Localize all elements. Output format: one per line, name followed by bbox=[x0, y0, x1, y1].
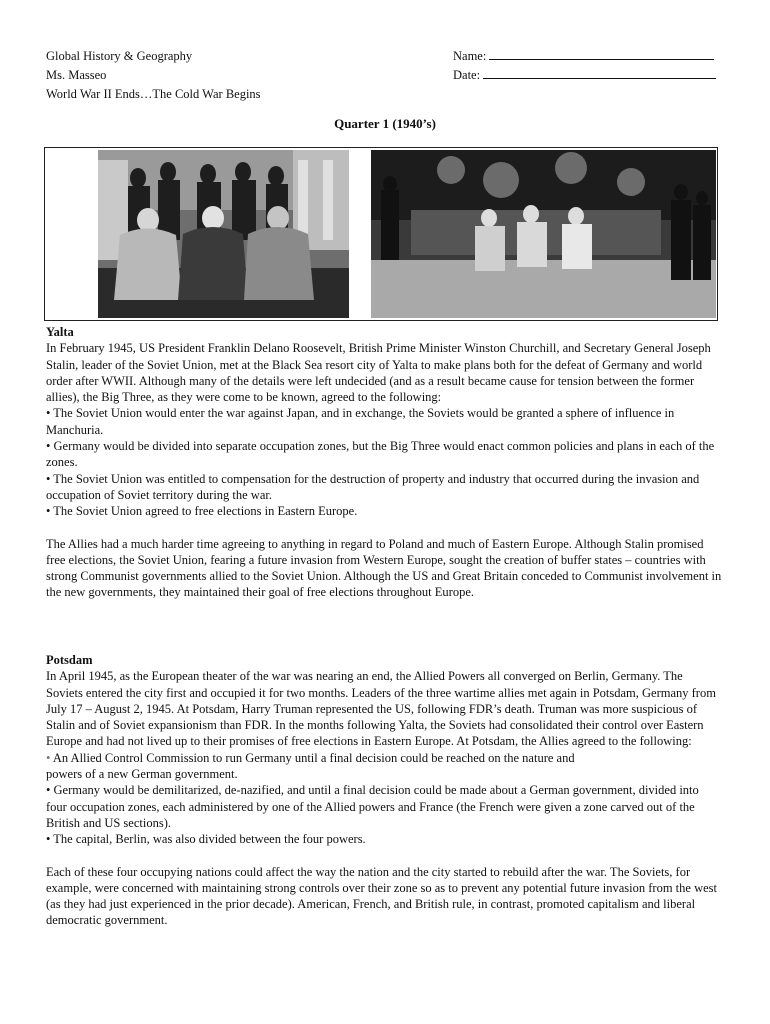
photo-frame bbox=[44, 147, 718, 321]
name-row bbox=[453, 47, 716, 66]
potsdam-bullet-2: • Germany would be demilitarized, de-nazified, and until a final decision could be made about a German government, divided into four occupation zones, each administered by one of the Allied powers and France (the French were given a zone carved out of the British and US sections). bbox=[46, 783, 699, 830]
potsdam-bullet-3: • The capital, Berlin, was also divided between the four powers. bbox=[46, 832, 366, 847]
date-row bbox=[453, 66, 716, 85]
name-blank[interactable] bbox=[489, 48, 714, 60]
yalta-section bbox=[46, 324, 722, 601]
potsdam-bullet-1-line1: An Allied Control Commission to run Germany until a final decision could be reached on the nature and bbox=[50, 750, 575, 765]
potsdam-bullet-1-mark: • bbox=[46, 750, 51, 765]
potsdam-heading: Potsdam bbox=[46, 653, 93, 667]
teacher-name: Ms. Masseo bbox=[46, 68, 107, 82]
header-left bbox=[46, 47, 261, 104]
yalta-closing: The Allies had a much harder time agreeing to anything in regard to Poland and much of Eastern Europe. Although Stalin promised free elections, the Soviet Union, fearing a future invasion from Western Europe, sought the creation of buffer states – countries with strong Communist governments allied to the Soviet Union. Although the US and Great Britain conceded to Communist involvement in the new governments, they maintained their goal of free elections throughout Europe. bbox=[46, 536, 722, 600]
header-right bbox=[453, 47, 716, 85]
yalta-intro: In February 1945, US President Franklin Delano Roosevelt, British Prime Minister Winston Churchill, and Secretary General Joseph Stalin, leader of the Soviet Union, met at the Black Sea resort city of Yalta to make plans both for the defeat of Germany and world order after WWII. Although many of the details were left undecided (and as a result became cause for tension between the former allies), the Big Three, as they were come to be known, agreed to the following: bbox=[46, 341, 711, 405]
date-blank[interactable] bbox=[483, 67, 716, 79]
potsdam-conference-photo bbox=[371, 150, 716, 318]
yalta-bullet-3: • The Soviet Union was entitled to compensation for the destruction of property and industry that occurred during the invasion and occupation of Soviet territory during the war. bbox=[46, 471, 700, 502]
yalta-bullet-4: • The Soviet Union agreed to free elections in Eastern Europe. bbox=[46, 504, 358, 519]
unit-title: World War II Ends…The Cold War Begins bbox=[46, 87, 261, 101]
yalta-conference-photo bbox=[98, 150, 349, 318]
yalta-bullet-2: • Germany would be divided into separate occupation zones, but the Big Three would enact common policies and plans in each of the zones. bbox=[46, 439, 715, 470]
yalta-heading: Yalta bbox=[46, 325, 74, 339]
potsdam-closing: Each of these four occupying nations could affect the way the nation and the city started to rebuild after the war. The Soviets, for example, were concerned with maintaining strong controls over their zone so as to prevent any potential future invasion from the west (as they had just experienced in the prior decade). American, French, and British rule, in contrast, promoted capitalism and liberal democratic government. bbox=[46, 864, 717, 928]
yalta-bullet-1: • The Soviet Union would enter the war against Japan, and in exchange, the Soviets would be granted a sphere of influence in Manchuria. bbox=[46, 406, 675, 437]
course-name: Global History & Geography bbox=[46, 49, 193, 63]
quarter-title: Quarter 1 (1940’s) bbox=[334, 116, 436, 131]
potsdam-bullet-1-cont: powers of a new German government. bbox=[46, 767, 238, 782]
potsdam-section bbox=[46, 652, 722, 929]
name-label: Name: bbox=[453, 49, 487, 63]
potsdam-intro: In April 1945, as the European theater of the war was nearing an end, the Allied Powers all converged on Berlin, Germany. The Soviets entered the city first and occupied it for two months. Leaders of the three wartime allies met again in Potsdam, Germany from July 17 – August 2, 1945. At Potsdam, Harry Truman represented the US, following FDR’s death. Truman was more suspicious of Stalin and of Soviet expansionism than FDR. In the months following Yalta, the Soviets had consolidated their control over Eastern Europe and had not lived up to their promises of free elections in Eastern Europe. At Potsdam, the Allies agreed to the following: bbox=[46, 669, 716, 749]
potsdam-bullet-1 bbox=[46, 750, 722, 766]
date-label: Date: bbox=[453, 68, 481, 82]
